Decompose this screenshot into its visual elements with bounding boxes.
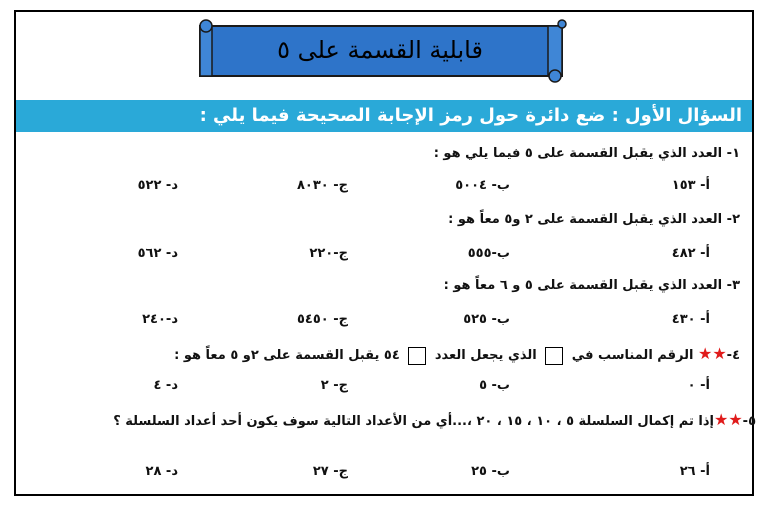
- question-3-number: ٣-: [726, 278, 740, 293]
- q3-option-c: ج- ٥٤٥٠: [296, 312, 348, 327]
- q1-option-c: ج- ٨٠٣٠: [296, 178, 348, 193]
- section-header: السؤال الأول : ضع دائرة حول رمز الإجابة الصحيحة فيما يلي :: [16, 100, 752, 132]
- question-2: [24, 212, 740, 227]
- question-3-text: العدد الذي يقبل القسمة على ٥ و ٦ معاً هو :: [443, 278, 723, 293]
- q5-option-b: ب- ٢٥: [471, 464, 510, 479]
- digit-box-icon: [408, 347, 426, 365]
- q5-option-c: ج- ٢٧: [312, 464, 348, 479]
- q4-option-d: د- ٤: [153, 378, 178, 393]
- question-1: [24, 146, 740, 161]
- q3-option-a: أ- ٤٣٠: [671, 312, 710, 327]
- question-4-text-a: الرقم المناسب في: [571, 348, 694, 363]
- q5-option-d: د- ٢٨: [145, 464, 178, 479]
- question-1-number: ١-: [726, 146, 740, 161]
- question-4-text-c: ٥٤ يقبل القسمة على ٢و ٥ معاً هو :: [174, 348, 400, 363]
- question-5: [16, 410, 756, 429]
- page-title: قابلية القسمة على ٥: [277, 36, 483, 64]
- q5-option-a: أ- ٢٦: [679, 464, 710, 479]
- question-4-number: ٤-: [726, 348, 740, 363]
- q1-option-a: أ- ١٥٣: [671, 178, 710, 193]
- q1-option-b: ب- ٥٠٠٤: [455, 178, 510, 193]
- title-scroll: [190, 18, 570, 84]
- question-4: [24, 344, 740, 365]
- q4-option-c: ج- ٢: [320, 378, 348, 393]
- q1-option-d: د- ٥٢٢: [137, 178, 178, 193]
- q2-option-a: أ- ٤٨٢: [671, 246, 710, 261]
- q2-option-b: ب-٥٥٥: [467, 246, 510, 261]
- q4-option-a: أ- ٠: [687, 378, 710, 393]
- question-5-number: ٥-: [742, 414, 756, 429]
- q4-option-b: ب- ٥: [479, 378, 510, 393]
- question-5-text: إذا تم إكمال السلسلة ٥ ، ١٠ ، ١٥ ، ٢٠ ،...أي من الأعداد التالية سوف يكون أحد أعداد السلسلة ؟: [113, 414, 714, 429]
- star-icons-q5: ★★: [713, 410, 743, 429]
- question-3: [24, 278, 740, 293]
- question-4-text-b: الذي يجعل العدد: [434, 348, 537, 363]
- answer-box-icon: [545, 347, 563, 365]
- question-2-number: ٢-: [726, 212, 740, 227]
- question-1-text: العدد الذي يقبل القسمة على ٥ فيما يلي هو :: [433, 146, 723, 161]
- q2-option-c: ج-٢٢٠: [309, 246, 348, 261]
- q3-option-d: د-٢٤٠: [142, 312, 178, 327]
- question-2-text: العدد الذي يقبل القسمة على ٢ و٥ معاً هو :: [448, 212, 723, 227]
- star-icons-q4: ★★: [697, 344, 727, 363]
- q3-option-b: ب- ٥٢٥: [463, 312, 510, 327]
- q2-option-d: د- ٥٦٢: [137, 246, 178, 261]
